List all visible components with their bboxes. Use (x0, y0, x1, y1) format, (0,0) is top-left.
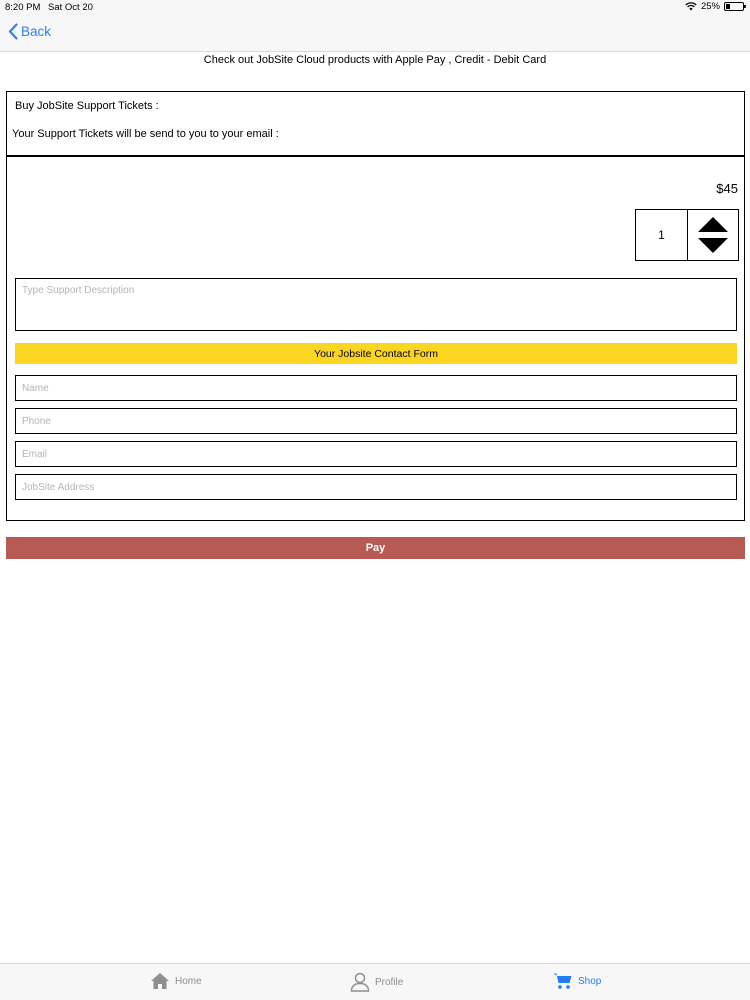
battery-percent: 25% (700, 1, 720, 12)
tickets-title: Buy JobSite Support Tickets : (15, 100, 159, 112)
battery-icon (724, 2, 744, 11)
name-field[interactable] (15, 375, 737, 401)
chevron-left-icon (8, 23, 18, 40)
tab-profile[interactable] (350, 972, 403, 992)
pay-button[interactable]: Pay (6, 537, 745, 559)
price-label: $45 (716, 181, 738, 196)
order-form (6, 155, 745, 521)
status-date: Sat Oct 20 (48, 2, 93, 13)
back-label: Back (21, 24, 52, 39)
navigation-bar (0, 14, 750, 52)
home-icon (150, 972, 170, 990)
triangle-up-icon[interactable] (698, 217, 728, 232)
battery-level (726, 4, 730, 9)
tickets-info-box (6, 91, 745, 156)
contact-form-header: Your Jobsite Contact Form (15, 343, 737, 364)
support-description-input[interactable] (15, 278, 737, 331)
tab-home-label: Home (175, 975, 202, 987)
tickets-email-note: Your Support Tickets will be send to you to your email : (12, 128, 279, 140)
status-bar (0, 0, 750, 14)
cart-icon (553, 972, 573, 990)
tab-shop[interactable] (553, 972, 601, 990)
status-time: 8:20 PM (5, 2, 41, 13)
tab-profile-label: Profile (375, 976, 404, 988)
phone-field[interactable] (15, 408, 737, 434)
tab-bar (0, 963, 750, 1000)
page-headline: Check out JobSite Cloud products with Apple Pay , Credit - Debit Card (203, 54, 547, 66)
triangle-down-icon[interactable] (698, 238, 728, 253)
tab-shop-label: Shop (578, 975, 602, 987)
jobsite-address-field[interactable] (15, 474, 737, 500)
status-right (685, 1, 744, 12)
wifi-icon (685, 2, 697, 11)
tab-home[interactable] (150, 972, 202, 990)
quantity-value: 1 (636, 210, 688, 260)
email-field[interactable] (15, 441, 737, 467)
quantity-stepper[interactable] (635, 209, 739, 261)
back-button[interactable] (8, 23, 51, 40)
person-icon (350, 972, 370, 992)
stepper-arrows[interactable] (688, 210, 738, 260)
